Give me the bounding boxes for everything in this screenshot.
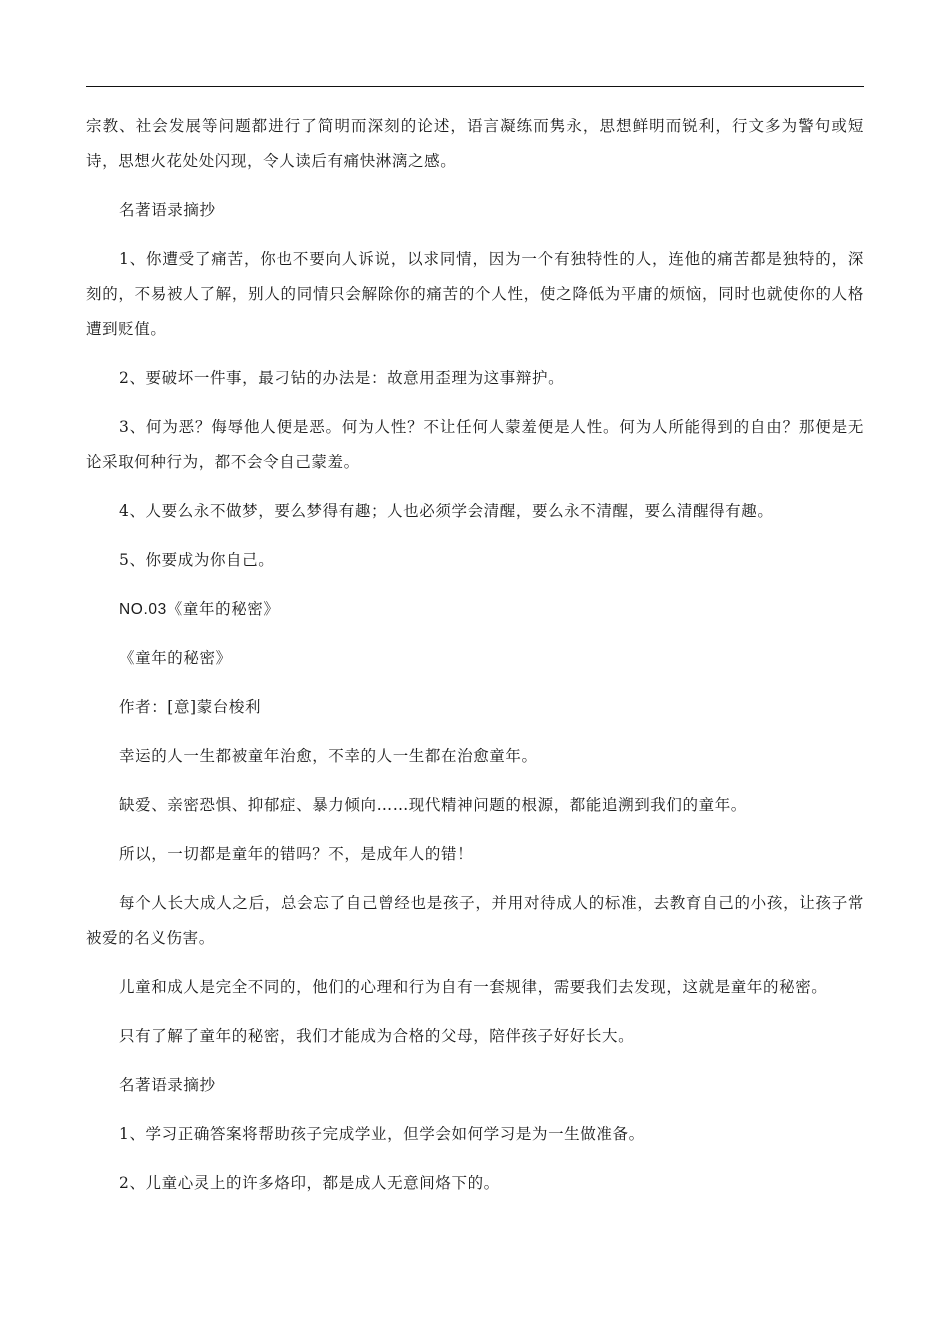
body-paragraph: 只有了解了童年的秘密，我们才能成为合格的父母，陪伴孩子好好长大。 <box>119 1027 635 1045</box>
quote-item-3: 3、何为恶？侮辱他人便是恶。何为人性？不让任何人蒙羞便是人性。何为人所能得到的自由？那便是无论采取何种行为，都不会令自己蒙羞。 <box>86 418 864 471</box>
quote-item-2: 2、要破坏一件事，最刁钻的办法是：故意用歪理为这事辩护。 <box>119 369 565 387</box>
header-rule <box>86 86 864 87</box>
body-paragraph: 幸运的人一生都被童年治愈，不幸的人一生都在治愈童年。 <box>119 747 538 765</box>
quote-item-2: 2、儿童心灵上的许多烙印，都是成人无意间烙下的。 <box>119 1174 500 1192</box>
quote-item-1: 1、学习正确答案将帮助孩子完成学业，但学会如何学习是为一生做准备。 <box>119 1125 645 1143</box>
body-paragraph: 儿童和成人是完全不同的，他们的心理和行为自有一套规律，需要我们去发现，这就是童年的秘密。 <box>119 978 828 996</box>
document-body <box>86 109 864 1215</box>
book-heading: NO.03《童年的秘密》 <box>119 601 280 618</box>
body-paragraph: 所以，一切都是童年的错吗？不，是成年人的错！ <box>119 845 474 863</box>
paragraph-continued-intro: 宗教、社会发展等问题都进行了简明而深刻的论述，语言凝练而隽永，思想鲜明而锐利，行文多为警句或短诗，思想火花处处闪现，令人读后有痛快淋漓之感。 <box>86 117 864 170</box>
quote-item-4: 4、人要么永不做梦，要么梦得有趣；人也必须学会清醒，要么永不清醒，要么清醒得有趣。 <box>119 502 774 520</box>
section-heading-quotes: 名著语录摘抄 <box>119 1076 216 1094</box>
section-heading-quotes: 名著语录摘抄 <box>119 201 216 219</box>
body-paragraph: 缺爱、亲密恐惧、抑郁症、暴力倾向……现代精神问题的根源，都能追溯到我们的童年。 <box>119 796 747 814</box>
body-paragraph: 每个人长大成人之后，总会忘了自己曾经也是孩子，并用对待成人的标准，去教育自己的小孩，让孩子常被爱的名义伤害。 <box>86 894 864 947</box>
book-title: 《童年的秘密》 <box>119 649 232 667</box>
book-author: 作者：[意]蒙台梭利 <box>119 698 262 716</box>
quote-item-5: 5、你要成为你自己。 <box>119 551 275 569</box>
quote-item-1: 1、你遭受了痛苦，你也不要向人诉说，以求同情，因为一个有独特性的人，连他的痛苦都是独特的，深刻的，不易被人了解，别人的同情只会解除你的痛苦的个人性，使之降低为平庸的烦恼，同时也就使你的人格遭到贬值。 <box>86 250 864 338</box>
